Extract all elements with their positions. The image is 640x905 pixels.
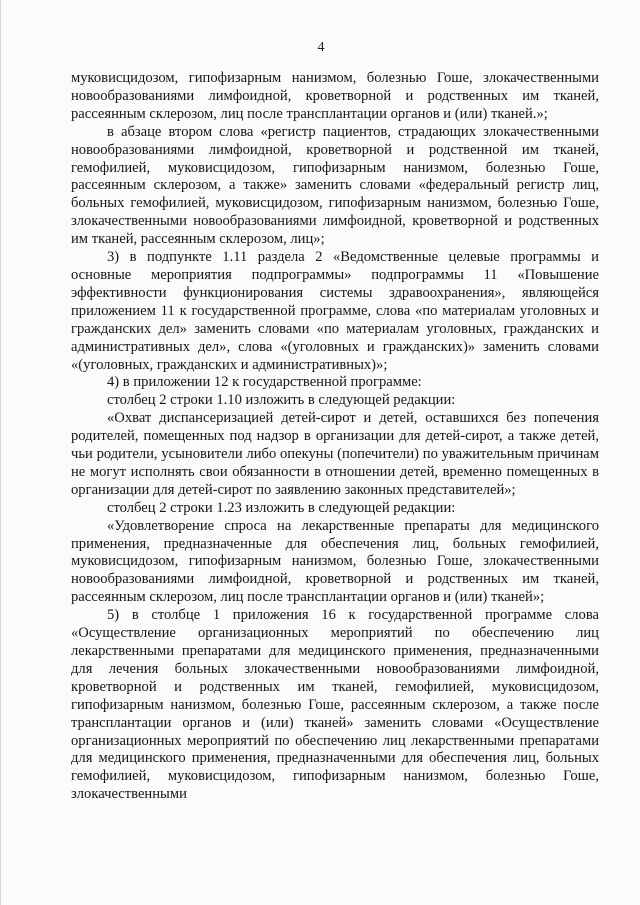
- paragraph: столбец 2 строки 1.23 изложить в следующей редакции:: [107, 499, 456, 516]
- document-body: [71, 70, 599, 804]
- paragraph: «Охват диспансеризацией детей-сирот и детей, оставшихся без попечения родителей, помещенных под надзор в организации для детей-сирот, а также детей, чьи родители, усыновители либо опекуны (попечители) по уважительным причинам не могут исполнять свои обязанности в отношении детей, временно помещенных в организации для детей-сирот по заявлению законных представителей»;: [71, 410, 599, 498]
- paragraph: «Удовлетворение спроса на лекарственные препараты для медицинского применения, предназначенные для обеспечения лиц, больных гемофилией, муковисцидозом, гипофизарным нанизмом, болезнью Гоше, злокачественными новообразованиями лимфоидной, кроветворной и родственных им тканей, рассеянным склерозом, лиц после трансплантации органов и (или) тканей»;: [71, 517, 599, 606]
- paragraph: в абзаце втором слова «регистр пациентов, страдающих злокачественными новообразованиями лимфоидной, кроветворной и родственной им тканей, гемофилией, муковисцидозом, гипофизарным нанизмом, болезнью Гоше, рассеянным склерозом, а также» заменить словами «федеральный регистр лиц, больных гемофилией, муковисцидозом, гипофизарным нанизмом, болезнью Гоше, злокачественными новообразованиями лимфоидной, кроветворной и родственных им тканей, рассеянным склерозом, лиц»;: [71, 123, 599, 248]
- paragraph: столбец 2 строки 1.10 изложить в следующей редакции:: [107, 392, 456, 409]
- paragraph: 4) в приложении 12 к государственной программе:: [107, 374, 422, 391]
- paragraph: 5) в столбце 1 приложения 16 к государственной программе слова «Осуществление организационных мероприятий по обеспечению лиц лекарственными препаратами для медицинского применения, предназначенными для лечения больных злокачественными новообразованиями лимфоидной, кроветворной и родственных им тканей, гемофилией, муковисцидозом, гипофизарным нанизмом, болезнью Гоше, рассеянным склерозом, а также после трансплантации органов и (или) тканей» заменить словами «Осуществление организационных мероприятий по обеспечению лиц лекарственными препаратами для медицинского применения, предназначенными для обеспечения лиц, больных гемофилией, муковисцидозом, гипофизарным нанизмом, болезнью Гоше, злокачественными: [71, 607, 599, 803]
- paragraph: муковисцидозом, гипофизарным нанизмом, болезнью Гоше, злокачественными новообразованиями лимфоидной, кроветворной и родственных им тканей, рассеянным склерозом, лиц после трансплантации органов и (или) тканей.»;: [71, 70, 599, 122]
- page-number: 4: [317, 40, 325, 55]
- paragraph: 3) в подпункте 1.11 раздела 2 «Ведомственные целевые программы и основные мероприятия подпрограммы» подпрограммы 11 «Повышение эффективности функционирования системы здравоохранения», являющейся приложением 11 к государственной программе, слова «по материалам уголовных и гражданских дел» заменить словами «по материалам уголовных, гражданских и административных дел», слова «(уголовных и гражданских)» заменить словами «(уголовных, гражданских и административных)»;: [71, 249, 599, 373]
